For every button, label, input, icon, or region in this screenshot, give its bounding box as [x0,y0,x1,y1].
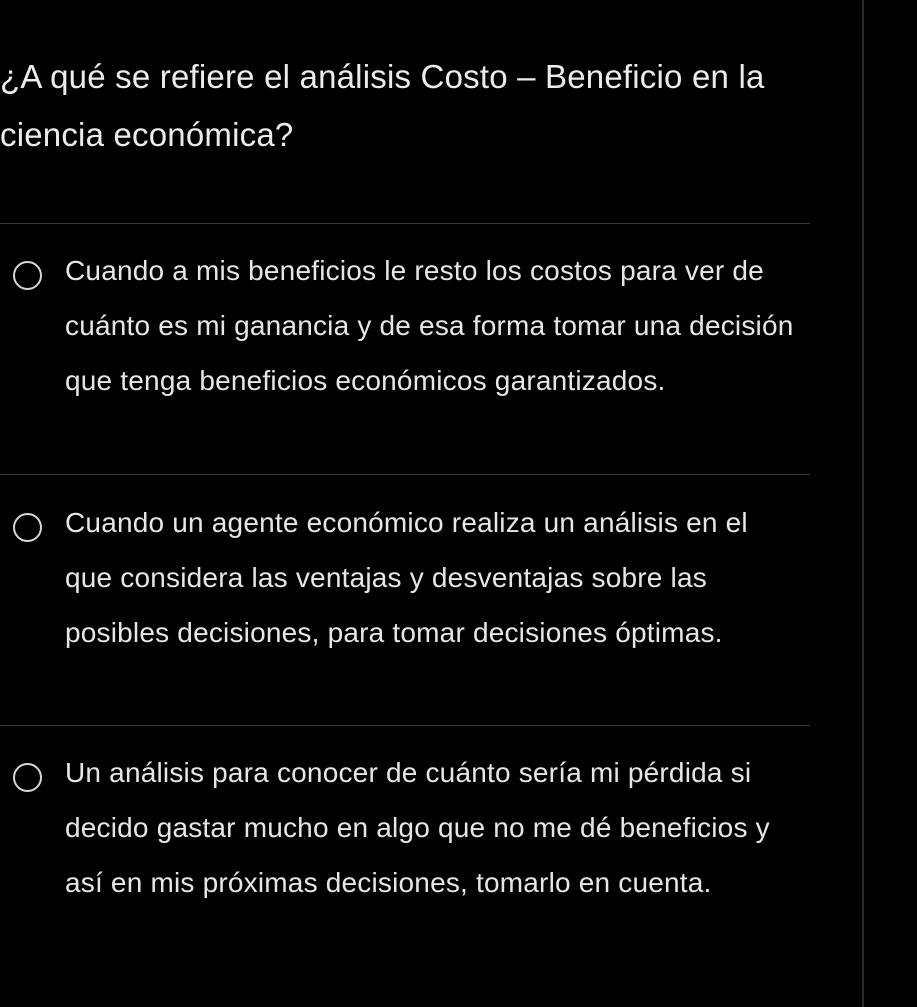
radio-button[interactable] [13,513,42,542]
option-label[interactable]: Cuando un agente económico realiza un análisis en el que considera las ventajas y desventajas sobre las posibles decisiones, para tomar decisiones óptimas. [65,507,748,648]
radio-button[interactable] [13,261,42,290]
divider [0,474,810,475]
divider [0,223,810,224]
option-label[interactable]: Cuando a mis beneficios le resto los costos para ver de cuánto es mi ganancia y de esa forma tomar una decisión que tenga beneficios económicos garantizados. [65,255,794,396]
divider [0,725,810,726]
radio-button[interactable] [13,763,42,792]
question-text: ¿A qué se refiere el análisis Costo – Beneficio en la ciencia económica? [0,58,765,153]
option-label[interactable]: Un análisis para conocer de cuánto sería mi pérdida si decido gastar mucho en algo que no me dé beneficios y así en mis próximas decisiones, tomarlo en cuenta. [65,757,770,898]
panel-border [862,0,864,1007]
